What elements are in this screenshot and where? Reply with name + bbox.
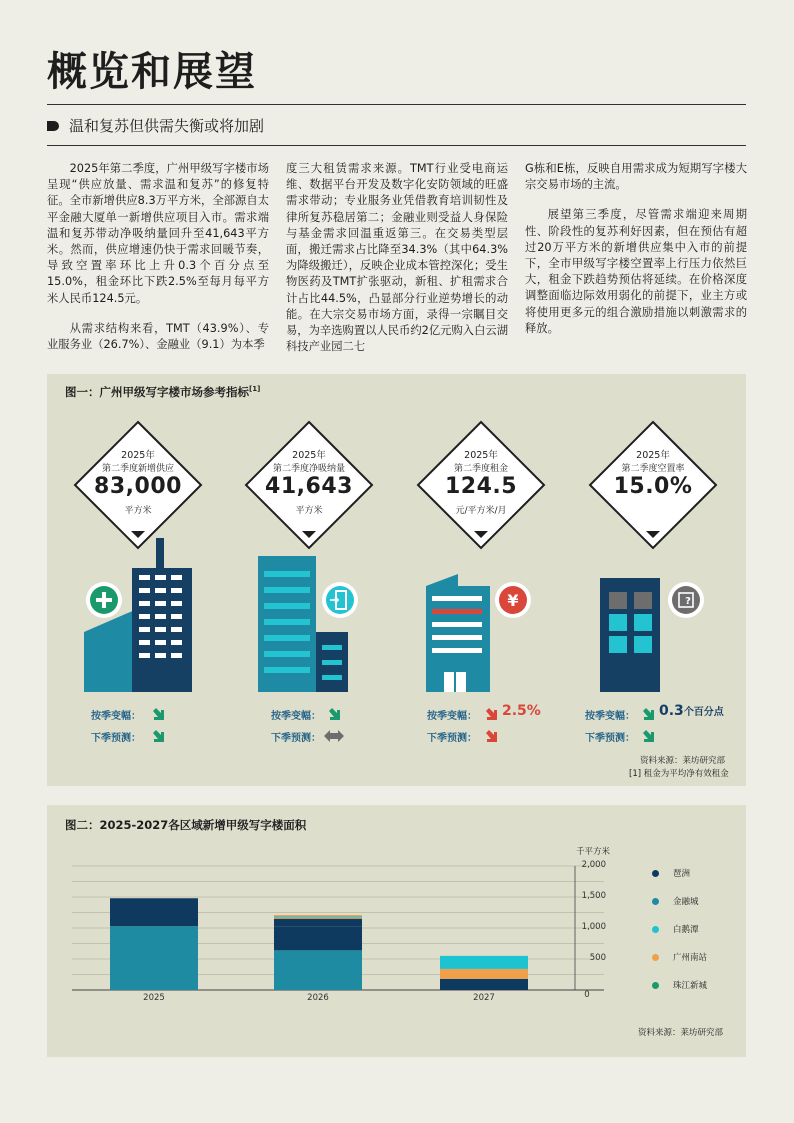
legend-item (652, 867, 690, 879)
bar-segment-2027 (440, 969, 528, 979)
svg-text:¥: ¥ (507, 591, 519, 610)
metric-year: 2025年 (121, 450, 155, 461)
bar-segment-2026 (274, 927, 362, 951)
legend-item (652, 923, 699, 935)
paragraph: 展望第三季度，尽管需求端迎来周期性、阶段性的复苏利好因素，但在预估有超过20万平方米的新增供应集中入市的前提下，全市甲级写字楼空置率上行压力依然巨大，租金下跌趋势预估将延续。在价格深度调整面临边际效用弱化的前提下，业主方或将使用更多元的组合激励措施以刺激需求的释放。 (525, 208, 747, 335)
paragraph: G栋和E栋，反映自用需求成为短期写字楼大宗交易市场的主流。 (525, 162, 747, 192)
bar-segment-2025 (110, 926, 198, 990)
paragraph: 2025年第二季度，广州甲级写字楼市场呈现“供应放量、需求温和复苏”的修复特征。全市新增供应8.3万平方米，全部源自太平金融大厦单一新增供应项目入市。需求端温和复苏带动净吸纳量回升至41,643平方米。然而，供应增速仍快于需求回暖节奏，导致空置率环比上升0.3个百分点至15.0%，租金环比下跌2.5%至每月每平方米人民币124.5元。 (47, 162, 269, 305)
legend-label: 金融城 (673, 897, 699, 907)
legend-swatch (652, 926, 659, 933)
legend-swatch (652, 954, 659, 961)
paragraph: 从需求结构来看，TMT（43.9%）、专业服务业（26.7%）、金融业（9.1）为本季 (47, 321, 269, 352)
qoq-label: 按季变幅： (91, 711, 141, 722)
metric-label: 第二季度租金 (453, 464, 508, 474)
bar-segment-2026 (274, 917, 362, 918)
figure-1-source: 资料来源：莱坊研究部 (640, 756, 726, 766)
metric-value: 41,643 (265, 474, 353, 499)
y-tick-label: 0 (584, 990, 590, 1000)
forecast-label: 下季预测： (271, 733, 321, 744)
y-tick-label: 1,500 (581, 891, 606, 901)
legend-label: 琶洲 (673, 869, 691, 879)
figure-1-title-text: 图一：广州甲级写字楼市场参考指标 (65, 385, 249, 399)
qoq-change-number: 2.5% (502, 703, 541, 719)
metric-year: 2025年 (292, 450, 326, 461)
legend-label: 广州南站 (673, 953, 708, 963)
svg-text:?: ? (685, 596, 691, 607)
bar-segment-2026 (274, 916, 362, 917)
figure-2-title: 图二：2025-2027各区域新增甲级写字楼面积 (65, 818, 307, 832)
y-axis-unit: 千平方米 (576, 847, 611, 857)
y-tick-label: 1,000 (581, 922, 606, 932)
bar-segment-2027 (440, 956, 528, 969)
metric-value: 124.5 (444, 474, 518, 499)
metric-year: 2025年 (464, 450, 498, 461)
forecast-label: 下季预测： (91, 733, 141, 744)
subtitle-text: 温和复苏但供需失衡或将加剧 (69, 117, 265, 135)
legend-label: 珠江新城 (673, 981, 708, 991)
figure-2-source: 资料来源：莱坊研究部 (638, 1028, 724, 1038)
forecast-label: 下季预测： (585, 733, 635, 744)
y-tick-label: 500 (589, 953, 606, 963)
metric-value: 83,000 (94, 474, 182, 499)
bar-segment-2026 (274, 919, 362, 927)
legend-swatch (652, 870, 659, 877)
bar-segment-2026 (274, 915, 362, 916)
y-tick-label: 2,000 (581, 860, 606, 870)
metric-label: 第二季度空置率 (621, 464, 685, 474)
footnote-marker: [1] (249, 385, 261, 394)
qoq-change-number: 0.3 (659, 703, 684, 719)
page-title: 概览和展望 (47, 49, 257, 95)
metric-label: 第二季度净吸纳量 (272, 464, 345, 474)
qoq-label: 按季变幅： (427, 711, 477, 722)
legend-item (652, 951, 707, 963)
x-tick-label: 2025 (143, 993, 165, 1003)
forecast-label: 下季预测： (427, 733, 477, 744)
x-tick-label: 2027 (473, 993, 495, 1003)
legend-label: 白鹅潭 (673, 925, 699, 935)
metric-unit: 平方米 (124, 506, 152, 516)
legend-item (652, 895, 699, 907)
bar-segment-2025 (110, 898, 198, 926)
x-tick-label: 2026 (307, 993, 329, 1003)
figure-1-note: [1] 租金为平均净有效租金 (629, 769, 729, 779)
metric-value: 15.0% (613, 474, 693, 499)
bar-segment-2026 (274, 950, 362, 990)
metric-year: 2025年 (636, 450, 670, 461)
qoq-label: 按季变幅： (271, 711, 321, 722)
paragraph: 度三大租赁需求来源。TMT行业受电商运维、数据平台开发及数字化安防领域的旺盛需求带动；专业服务业凭借教育培训韧性及律所复苏稳居第二；金融业则受益人身保险与基金需求回温重返第三。在交易类型层面，搬迁需求占比降至34.3%（其中64.3%为降级搬迁），反映企业成本管控深化；受生物医药及TMT扩张驱动，新租、扩租需求合计占比44.5%，凸显部分行业逆势增长的动能。在大宗交易市场方面，录得一宗瞩目交易，为辛选购置以人民币约2亿元购入白云湖科技产业园二七 (286, 162, 508, 354)
qoq-change-suffix: 个百分点 (683, 707, 724, 718)
legend-item (652, 979, 707, 991)
bar-segment-2027 (440, 979, 528, 990)
metric-label: 第二季度新增供应 (101, 464, 174, 474)
legend-swatch (652, 982, 659, 989)
legend-swatch (652, 898, 659, 905)
qoq-label: 按季变幅： (585, 711, 635, 722)
metric-unit: 元/平方米/月 (455, 506, 507, 516)
metric-unit: 平方米 (295, 506, 323, 516)
